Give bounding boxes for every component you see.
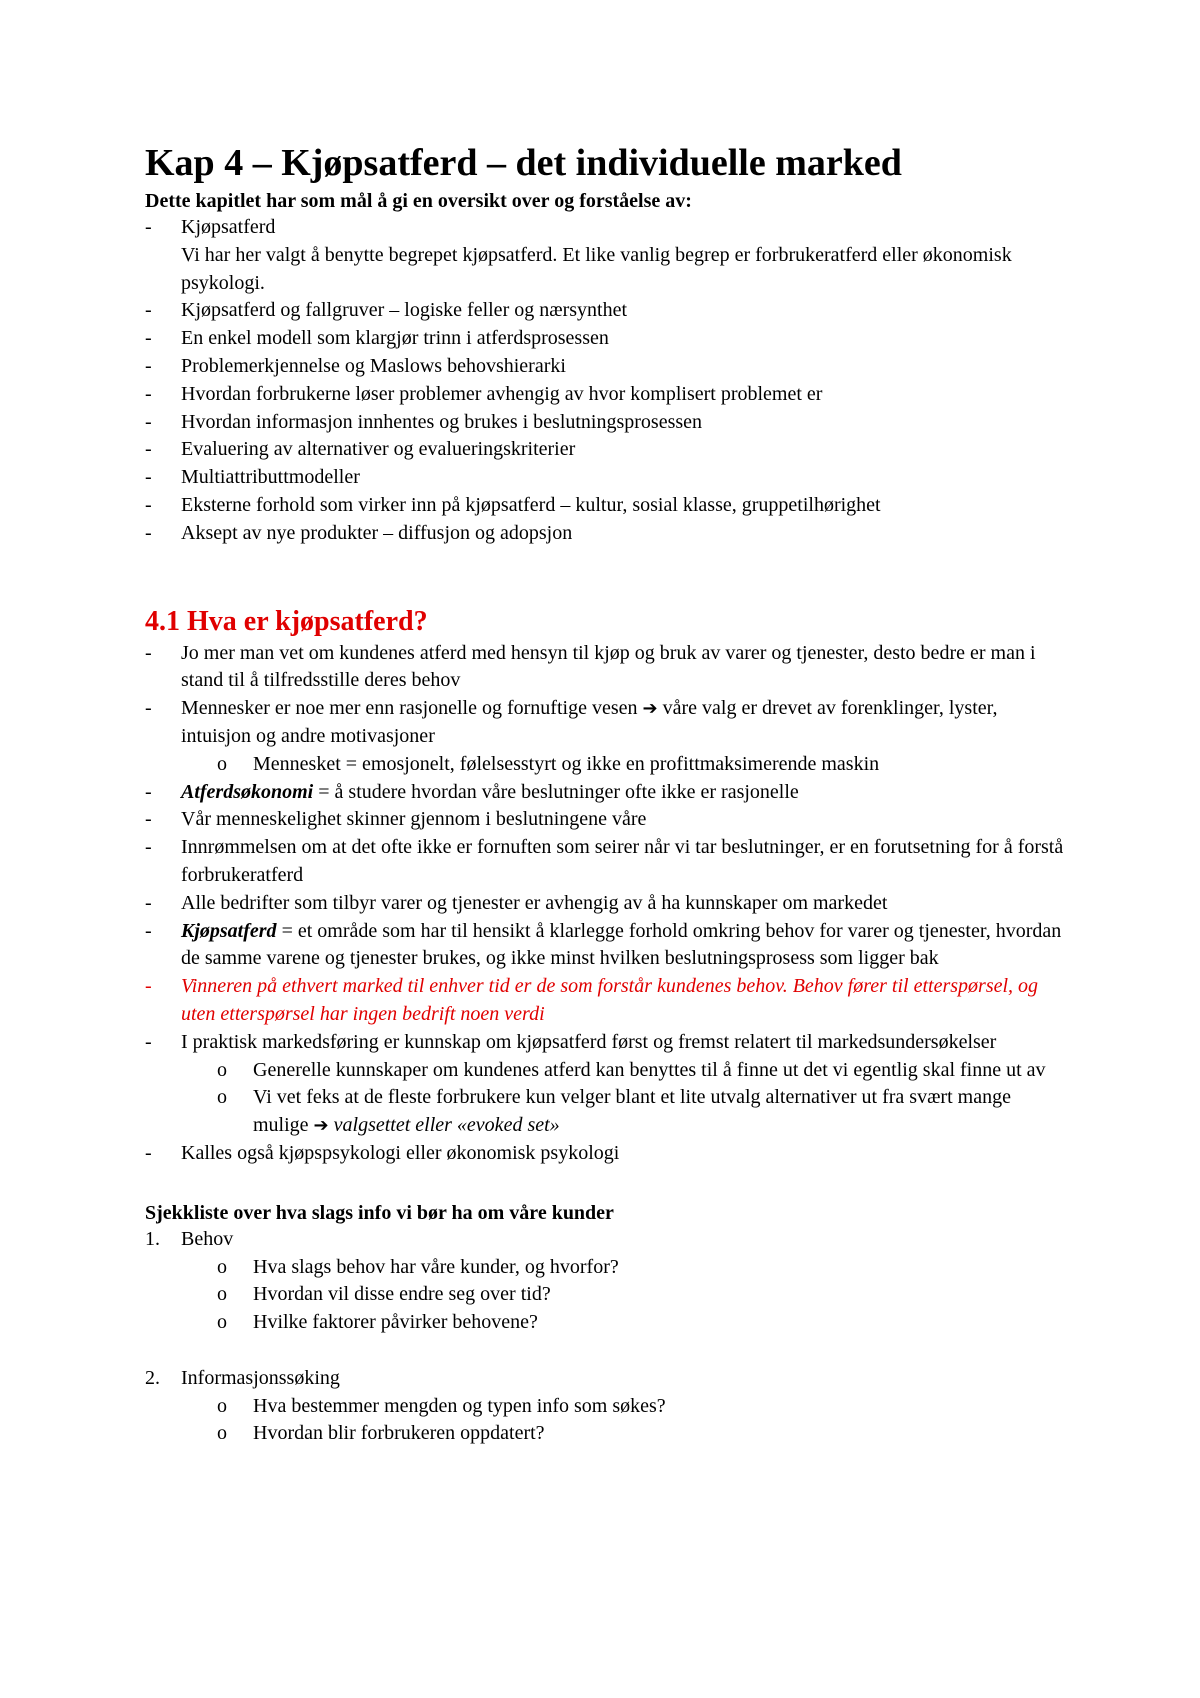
circle-marker: o xyxy=(217,1394,227,1417)
sub-list-item-text: Generelle kunnskaper om kundenes atferd kan benyttes til å finne ut det vi egentlig skal finne ut av xyxy=(253,1058,1046,1081)
list-item-text: En enkel modell som klargjør trinn i atferdsprosessen xyxy=(181,327,609,350)
sub-list-item-text: Vi vet feks at de fleste forbrukere kun velger blant et lite utvalg alternativer ut fra svært mange mulige xyxy=(253,1086,1011,1137)
dash-marker: - xyxy=(145,354,152,377)
list-item xyxy=(145,464,1065,492)
list-item xyxy=(145,834,1065,890)
dash-marker: - xyxy=(145,836,152,859)
sub-list xyxy=(181,751,1065,779)
document-page xyxy=(145,140,1065,1448)
dash-marker: - xyxy=(145,975,152,998)
sub-list-item-text: Hvordan vil disse endre seg over tid? xyxy=(253,1283,551,1306)
list-item-text: Eksterne forhold som virker inn på kjøpsatferd – kultur, sosial klasse, gruppetilhørighet xyxy=(181,493,881,516)
list-item xyxy=(145,353,1065,381)
list-item xyxy=(145,436,1065,464)
sub-list-item-text: Hvordan blir forbrukeren oppdatert? xyxy=(253,1422,545,1445)
spacer xyxy=(145,1337,1065,1365)
term-bold: Kjøpsatferd xyxy=(181,919,277,942)
list-item xyxy=(145,520,1065,548)
dash-marker: - xyxy=(145,1030,152,1053)
list-item xyxy=(145,492,1065,520)
dash-marker: - xyxy=(145,891,152,914)
sub-list xyxy=(181,1393,1065,1449)
sub-list-item xyxy=(217,1254,1065,1282)
list-item-text: Alle bedrifter som tilbyr varer og tjenester er avhengig av å ha kunnskaper om markedet xyxy=(181,891,888,914)
dash-marker: - xyxy=(145,216,152,238)
dash-marker: - xyxy=(145,410,152,433)
sub-list xyxy=(181,1057,1065,1140)
intro-list xyxy=(145,214,1065,548)
list-item xyxy=(145,381,1065,409)
list-item-detail: Vi har her valgt å benytte begrepet kjøpsatferd. Et like vanlig begrep er forbrukeratferd eller økonomisk psykologi. xyxy=(181,243,1012,294)
group-number: 1. xyxy=(145,1227,160,1250)
sub-list-item-text: Mennesket = emosjonelt, følelsesstyrt og ikke en profittmaksimerende maskin xyxy=(253,752,880,775)
list-item-text: Multiattributtmodeller xyxy=(181,466,360,489)
list-item xyxy=(145,806,1065,834)
dash-marker: - xyxy=(145,641,152,664)
list-item-text: = et område som har til hensikt å klarlegge forhold omkring behov for varer og tjenester, hvordan de samme varene og tjenester brukes, og ikke minst hvilken beslutningsprosess som ligger bak xyxy=(181,919,1062,970)
checklist xyxy=(145,1226,1065,1449)
list-item-text: Aksept av nye produkter – diffusjon og adopsjon xyxy=(181,521,573,544)
sub-list-item xyxy=(217,1281,1065,1309)
dash-marker: - xyxy=(145,521,152,544)
list-item-text: Jo mer man vet om kundenes atferd med hensyn til kjøp og bruk av varer og tjenester, desto bedre er man i stand til å tilfredsstille deres behov xyxy=(181,641,1036,692)
highlight-text: Vinneren på ethvert marked til enhver tid er de som forstår kundenes behov. Behov fører til etterspørsel, og uten etterspørsel har ingen bedrift noen verdi xyxy=(181,975,1039,1025)
list-item xyxy=(145,973,1065,1029)
sub-list-item xyxy=(217,1057,1065,1085)
list-item-text: = å studere hvordan våre beslutninger ofte ikke er rasjonelle xyxy=(313,780,799,803)
sub-list-item-italic: valgsettet eller «evoked set» xyxy=(328,1114,560,1137)
dash-marker: - xyxy=(145,382,152,405)
checklist-heading: Sjekkliste over hva slags info vi bør ha om våre kunder xyxy=(145,1201,614,1224)
checklist-group xyxy=(145,1365,1065,1448)
sub-list xyxy=(181,1254,1065,1337)
list-item xyxy=(145,779,1065,807)
page-title: Kap 4 – Kjøpsatferd – det individuelle marked xyxy=(145,142,902,184)
section-heading: 4.1 Hva er kjøpsatferd? xyxy=(145,605,428,637)
dash-marker: - xyxy=(145,808,152,831)
circle-marker: o xyxy=(217,1283,227,1306)
arrow-right-icon: ➔ xyxy=(642,698,658,720)
circle-marker: o xyxy=(217,752,227,775)
list-item xyxy=(145,1029,1065,1140)
section-list xyxy=(145,640,1065,1168)
list-item-label: Kjøpsatferd xyxy=(181,216,276,238)
list-item xyxy=(145,325,1065,353)
checklist-group xyxy=(145,1226,1065,1337)
term-bold: Atferdsøkonomi xyxy=(181,780,314,803)
sub-list-item xyxy=(217,1393,1065,1421)
sub-list-item-text: Hva bestemmer mengden og typen info som søkes? xyxy=(253,1394,666,1417)
list-item-text: Kalles også kjøpspsykologi eller økonomisk psykologi xyxy=(181,1141,620,1164)
arrow-right-icon: ➔ xyxy=(313,1115,329,1137)
list-item xyxy=(145,409,1065,437)
sub-list-item xyxy=(217,1084,1065,1140)
dash-marker: - xyxy=(145,438,152,461)
list-item-text: Innrømmelsen om at det ofte ikke er fornuften som seirer når vi tar beslutninger, er en forutsetning for å forstå forbrukeratferd xyxy=(181,836,1064,886)
list-item xyxy=(145,297,1065,325)
list-item xyxy=(145,1140,1065,1168)
sub-list-item xyxy=(217,751,1065,779)
sub-list-item-text: Hva slags behov har våre kunder, og hvorfor? xyxy=(253,1255,619,1278)
dash-marker: - xyxy=(145,299,152,322)
list-item-text: Evaluering av alternativer og evalueringskriterier xyxy=(181,438,576,461)
sub-list-item-text: Hvilke faktorer påvirker behovene? xyxy=(253,1311,538,1334)
circle-marker: o xyxy=(217,1086,227,1109)
list-item xyxy=(145,890,1065,918)
dash-marker: - xyxy=(145,466,152,489)
list-item-text: Hvordan informasjon innhentes og brukes i beslutningsprosessen xyxy=(181,410,703,433)
list-item xyxy=(145,640,1065,696)
list-item xyxy=(145,695,1065,778)
group-number: 2. xyxy=(145,1366,160,1389)
dash-marker: - xyxy=(145,697,152,720)
list-item xyxy=(145,918,1065,974)
dash-marker: - xyxy=(145,919,152,942)
intro-heading: Dette kapitlet har som mål å gi en oversikt over og forståelse av: xyxy=(145,190,692,212)
list-item-text: Vår menneskelighet skinner gjennom i beslutningene våre xyxy=(181,808,647,831)
circle-marker: o xyxy=(217,1311,227,1334)
dash-marker: - xyxy=(145,780,152,803)
dash-marker: - xyxy=(145,327,152,350)
list-item-text: Problemerkjennelse og Maslows behovshierarki xyxy=(181,354,566,377)
list-item-text: Mennesker er noe mer enn rasjonelle og fornuftige vesen xyxy=(181,697,643,720)
group-label: Behov xyxy=(181,1227,234,1250)
sub-list-item xyxy=(217,1420,1065,1448)
list-item-text: I praktisk markedsføring er kunnskap om kjøpsatferd først og fremst relatert til markedsundersøkelser xyxy=(181,1030,997,1053)
sub-list-item xyxy=(217,1309,1065,1337)
list-item-text: våre valg er drevet av forenklinger, lyster, intuisjon og andre motivasjoner xyxy=(181,697,998,747)
group-label: Informasjonssøking xyxy=(181,1366,340,1389)
circle-marker: o xyxy=(217,1255,227,1278)
circle-marker: o xyxy=(217,1058,227,1081)
dash-marker: - xyxy=(145,493,152,516)
dash-marker: - xyxy=(145,1141,152,1164)
circle-marker: o xyxy=(217,1422,227,1445)
list-item-text: Kjøpsatferd og fallgruver – logiske feller og nærsynthet xyxy=(181,299,627,322)
list-item-text: Hvordan forbrukerne løser problemer avhengig av hvor komplisert problemet er xyxy=(181,382,823,405)
list-item xyxy=(145,214,1065,297)
